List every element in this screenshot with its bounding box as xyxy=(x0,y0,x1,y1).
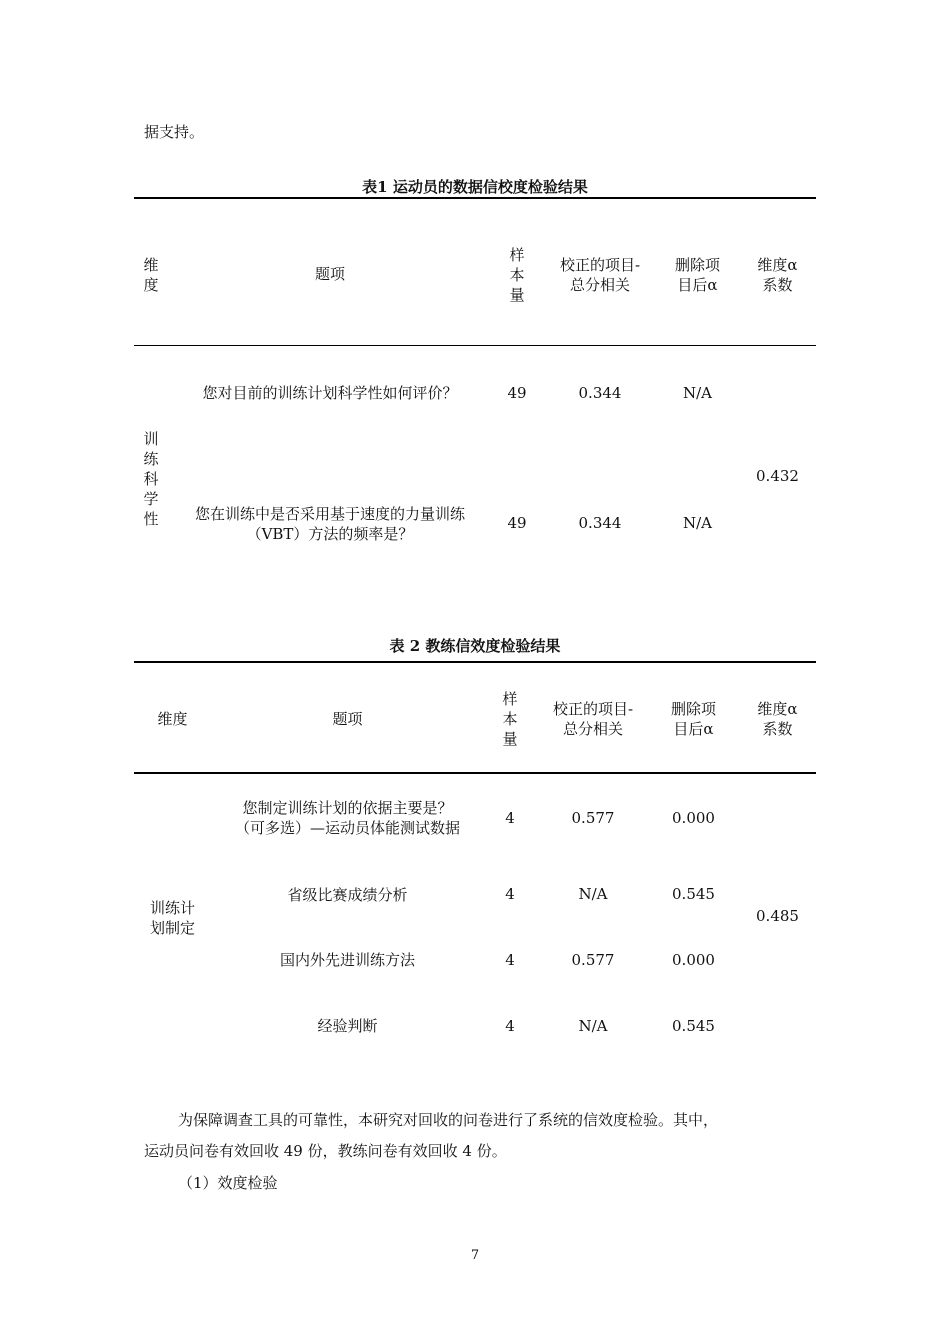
t1-header-alpha: 维度α 系数 xyxy=(757,256,798,294)
subheading: （1）效度检验 xyxy=(178,1174,278,1192)
t2-header-sample: 样 本 量 xyxy=(502,690,518,748)
t1-header-item: 题项 xyxy=(314,265,345,283)
table2-mid-rule xyxy=(134,772,816,774)
t2-row3-deleted: 0.000 xyxy=(672,951,715,969)
t1-row2-corrected: 0.344 xyxy=(578,514,622,532)
continued-text: 据支持。 xyxy=(144,123,205,141)
t1-row1-item: 您对目前的训练计划科学性如何评价？ xyxy=(202,384,458,402)
t2-row1-item: 您制定训练计划的依据主要是？ （可多选）—运动员体能测试数据 xyxy=(234,799,460,837)
t1-row2-sample: 49 xyxy=(507,514,527,532)
body-paragraph-line2: 运动员问卷有效回收 49 份，教练问卷有效回收 4 份。 xyxy=(144,1142,507,1160)
table1-mid-rule xyxy=(134,345,816,346)
t1-row1-corrected: 0.344 xyxy=(578,384,622,402)
t1-header-sample: 样 本 量 xyxy=(509,246,525,304)
t2-row4-sample: 4 xyxy=(505,1017,515,1035)
t1-row1-deleted: N/A xyxy=(682,384,712,402)
t2-dimension-cell: 训练计 划制定 xyxy=(149,899,195,937)
t1-header-deleted: 删除项 目后α xyxy=(674,256,720,294)
t2-row1-sample: 4 xyxy=(505,809,515,827)
t1-header-corrected: 校正的项目- 总分相关 xyxy=(559,256,641,294)
t1-dimension-cell: 训 练 科 学 性 xyxy=(143,430,159,528)
t2-row3-item: 国内外先进训练方法 xyxy=(279,951,415,969)
t2-header-dimension: 维度 xyxy=(157,710,188,728)
t2-row4-corrected: N/A xyxy=(578,1017,608,1035)
t1-alpha-value: 0.432 xyxy=(756,467,799,485)
t2-row2-sample: 4 xyxy=(505,885,515,903)
t2-row4-item: 经验判断 xyxy=(317,1017,378,1035)
t2-row2-corrected: N/A xyxy=(578,885,608,903)
t2-row1-deleted: 0.000 xyxy=(672,809,715,827)
t1-row2-deleted: N/A xyxy=(682,514,712,532)
t2-alpha-value: 0.485 xyxy=(756,907,799,925)
t2-row1-corrected: 0.577 xyxy=(571,809,615,827)
table1-top-rule xyxy=(134,197,816,199)
t1-row1-sample: 49 xyxy=(507,384,527,402)
t2-header-item: 题项 xyxy=(332,710,363,728)
t2-row2-item: 省级比赛成绩分析 xyxy=(287,886,408,904)
table1-caption: 表1 运动员的数据信校度检验结果 xyxy=(362,178,588,196)
body-paragraph-line1: 为保障调查工具的可靠性，本研究对回收的问卷进行了系统的信效度检验。其中， xyxy=(178,1111,719,1129)
t1-row2-item: 您在训练中是否采用基于速度的力量训练 （VBT）方法的频率是？ xyxy=(194,505,465,543)
t2-header-alpha: 维度α 系数 xyxy=(757,700,798,738)
t2-row3-sample: 4 xyxy=(505,951,515,969)
t2-row2-deleted: 0.545 xyxy=(672,885,715,903)
t2-row3-corrected: 0.577 xyxy=(571,951,615,969)
page-number: 7 xyxy=(470,1248,480,1263)
t2-row4-deleted: 0.545 xyxy=(672,1017,715,1035)
t2-header-corrected: 校正的项目- 总分相关 xyxy=(552,700,634,738)
t1-header-dimension: 维 度 xyxy=(143,256,159,294)
t2-header-deleted: 删除项 目后α xyxy=(670,700,716,738)
table2-caption: 表 2 教练信效度检验结果 xyxy=(389,637,561,655)
table2-top-rule xyxy=(134,661,816,663)
